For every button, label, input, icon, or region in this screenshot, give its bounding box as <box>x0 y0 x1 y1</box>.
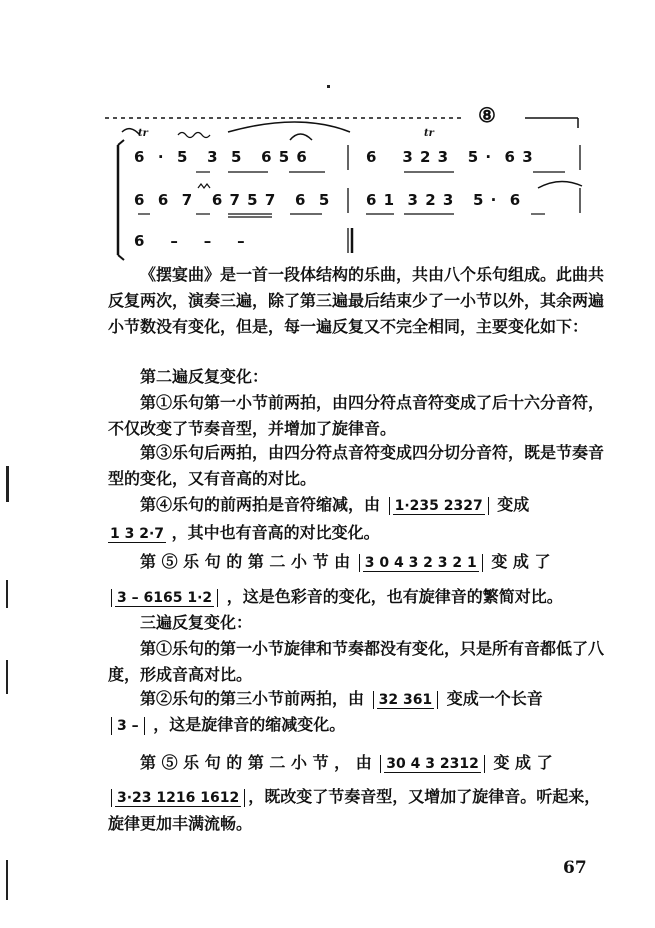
score-lines <box>0 0 655 270</box>
jianpu-notes: 30 4 3 2312 <box>386 756 479 772</box>
trill-mark-2: tr <box>424 128 434 139</box>
third-phrase2-line2 <box>108 712 345 735</box>
second-phrase4-line1 <box>140 492 529 515</box>
second-phrase5-line2 <box>108 584 563 607</box>
bar-line <box>144 717 145 735</box>
second-phrase5-text-c: ，这是色彩音的变化，也有旋律音的繁简对比。 <box>226 587 563 606</box>
score-row3-bar1: 6 – – – <box>134 232 246 250</box>
third-phrase2-text-c: ，这是旋律音的缩减变化。 <box>153 715 346 734</box>
bar-line <box>488 497 489 515</box>
second-phrase4-text-b: 变成 <box>497 495 530 514</box>
scan-mark-left-3 <box>6 660 8 694</box>
intro-paragraph: 《摆宴曲》是一首一段体结构的乐曲，共由八个乐句组成。此曲共反复两次，演奏三遍，除了第三遍最后结束少了一小节以外，其余两遍小节数没有变化，但是，每一遍反复又不完全相同，主要变化如下： <box>108 265 605 336</box>
page-number: 67 <box>563 858 587 878</box>
bar-line <box>484 755 485 773</box>
second-phrase5-text-a: 第 ⑤ 乐 句 的 第 二 小 节 由 <box>140 552 351 571</box>
third-phrase5-line1 <box>140 750 553 773</box>
bar-line <box>373 691 374 709</box>
second-phrase1-paragraph: 第①乐句第一小节前两拍，由四分符点音符变成了后十六分音符，不仅改变了节奏音型，并增加了旋律音。 <box>108 393 605 438</box>
second-phrase4-text-a: 第④乐句的前两拍是音符缩减，由 <box>140 495 381 514</box>
scan-mark-left-2 <box>6 580 8 608</box>
bar-line <box>111 717 112 735</box>
bar-line <box>244 789 245 807</box>
bar-line <box>217 589 218 607</box>
scan-mark-left-4 <box>6 860 8 900</box>
third-phrase2-text-a: 第②乐句的第三小节前两拍，由 <box>140 689 365 708</box>
second-phrase4-line2 <box>108 520 380 543</box>
jianpu-notes: 1 3 2·7 <box>110 526 165 542</box>
jianpu-notes: 32 361 <box>378 692 433 708</box>
second-phrase5-line1 <box>140 549 551 572</box>
bar-line <box>359 554 360 572</box>
jianpu-notes: 3·23 1216 1612 <box>117 790 240 806</box>
scan-mark-left-1 <box>6 466 9 502</box>
second-phrase4-text-c: ，其中也有音高的对比变化。 <box>171 523 380 542</box>
jianpu-notes: 3 – 6165 1·2 <box>117 590 213 606</box>
jianpu-score <box>0 0 655 270</box>
second-repeat-heading: 第二遍反复变化： <box>140 367 269 386</box>
jianpu-notes: 3 0 4 3 2 3 2 1 <box>364 555 477 571</box>
third-phrase5-text-b: 变 成 了 <box>493 753 553 772</box>
third-repeat-heading: 三遍反复变化： <box>140 613 253 632</box>
jianpu-notes: 3 – <box>117 718 139 734</box>
score-row2-bar1: 6 6 7 6 7 5 7 6 5 <box>134 191 331 209</box>
bar-line <box>437 691 438 709</box>
score-row2-bar2: 6 1 3 2 3 5 · 6 <box>366 191 522 209</box>
third-phrase5-text-a: 第 ⑤ 乐 句 的 第 二 小 节 ， 由 <box>140 753 372 772</box>
trill-mark-1: tr <box>138 128 148 139</box>
rehearsal-mark: ⑧ <box>478 103 496 127</box>
score-row1-bar2: 6 3 2 3 5 · 6 3 <box>366 148 534 166</box>
bar-line <box>389 497 390 515</box>
second-phrase3-paragraph: 第③乐句后两拍，由四分符点音符变成四分切分音符，既是节奏音型的变化，又有音高的对比。 <box>108 443 605 488</box>
jianpu-notes: 1·235 2327 <box>394 498 483 514</box>
second-phrase5-text-b: 变 成 了 <box>491 552 551 571</box>
score-row1-bar1: 6 · 5 3 5 6 5 6 <box>134 148 308 166</box>
third-phrase1-paragraph: 第①乐句的第一小节旋律和节奏都没有变化，只是所有音都低了八度，形成音高对比。 <box>108 639 605 684</box>
third-phrase5-line2 <box>108 784 608 837</box>
bar-line <box>380 755 381 773</box>
third-phrase5-text-c: ，既改变了节奏音型，又增加了旋律音。听起来，旋律更加丰满流畅。 <box>108 787 601 833</box>
third-phrase2-line1 <box>140 686 543 709</box>
third-phrase2-text-b: 变成一个长音 <box>446 689 543 708</box>
bar-line <box>482 554 483 572</box>
bar-line <box>111 589 112 607</box>
bar-line <box>111 789 112 807</box>
